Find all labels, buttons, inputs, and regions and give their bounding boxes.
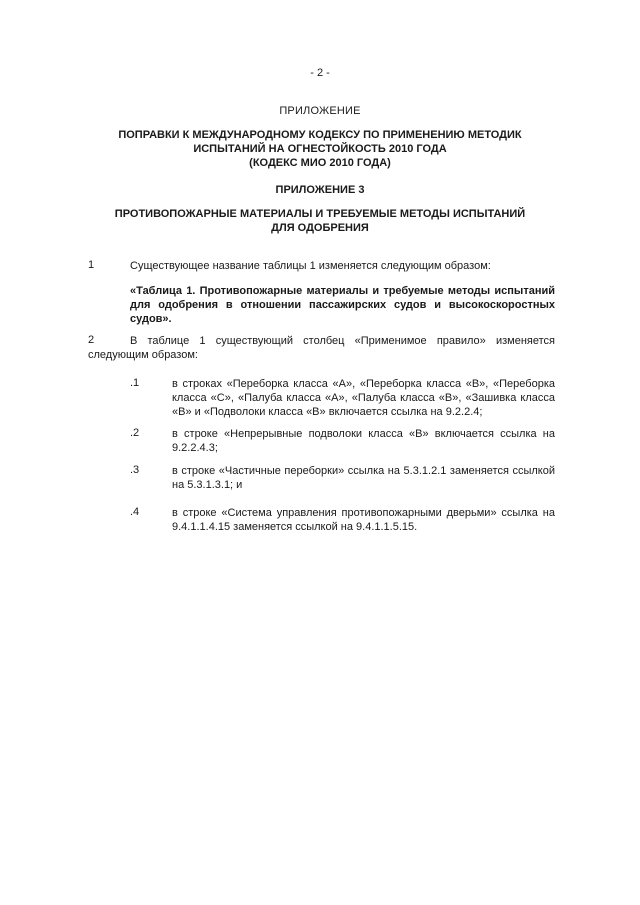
list-item-number: .4 — [130, 506, 140, 518]
list-item-number: .2 — [130, 427, 140, 439]
list-item-text: в строке «Частичные переборки» ссылка на 5.3.1.2.1 заменяется ссылкой на 5.3.1.3.1; и — [172, 465, 555, 491]
paragraph-number: 2 — [88, 334, 95, 346]
section-heading — [0, 207, 640, 235]
title-line: ИСПЫТАНИЙ НА ОГНЕСТОЙКОСТЬ 2010 ГОДА — [193, 143, 447, 155]
list-item-number: .3 — [130, 464, 140, 476]
annex-label: ПРИЛОЖЕНИЕ — [279, 105, 361, 117]
list-item-text: в строке «Система управления противопожарными дверьми» ссылка на 9.4.1.1.4.15 заменяется ссылкой на 9.4.1.1.5.15. — [172, 507, 555, 533]
annex-subtitle: ПРИЛОЖЕНИЕ 3 — [275, 184, 365, 196]
paragraph-number: 1 — [88, 259, 95, 271]
list-item-text: в строках «Переборка класса «A», «Переборка класса «B», «Переборка класса «C», «Палуба класса «A», «Палуба класса «B», «Зашивка класса «B» и «Подволоки класса «B» включается ссылка на 9.2.2.4; — [172, 378, 555, 418]
paragraph-text: Существующее название таблицы 1 изменяется следующим образом: — [130, 260, 491, 272]
document-title — [0, 128, 640, 170]
heading-line: ПРОТИВОПОЖАРНЫЕ МАТЕРИАЛЫ И ТРЕБУЕМЫЕ МЕТОДЫ ИСПЫТАНИЙ — [114, 208, 526, 220]
heading-line: ДЛЯ ОДОБРЕНИЯ — [271, 222, 369, 234]
title-line: (КОДЕКС МИО 2010 ГОДА) — [249, 157, 391, 169]
paragraph-text-content: В таблице 1 существующий столбец «Применимое правило» изменяется следующим образом: — [88, 335, 555, 361]
paragraph-text — [88, 334, 555, 362]
list-item-number: .1 — [130, 377, 140, 389]
list-item-text: в строке «Непрерывные подволоки класса «B» включается ссылка на 9.2.2.4.3; — [172, 428, 555, 454]
table-title-quote: «Таблица 1. Противопожарные материалы и требуемые методы испытаний для одобрения в отношении пассажирских судов и высокоскоростных судов». — [130, 285, 555, 325]
title-line: ПОПРАВКИ К МЕЖДУНАРОДНОМУ КОДЕКСУ ПО ПРИМЕНЕНИЮ МЕТОДИК — [118, 129, 522, 141]
page-number: - 2 - — [310, 67, 330, 79]
